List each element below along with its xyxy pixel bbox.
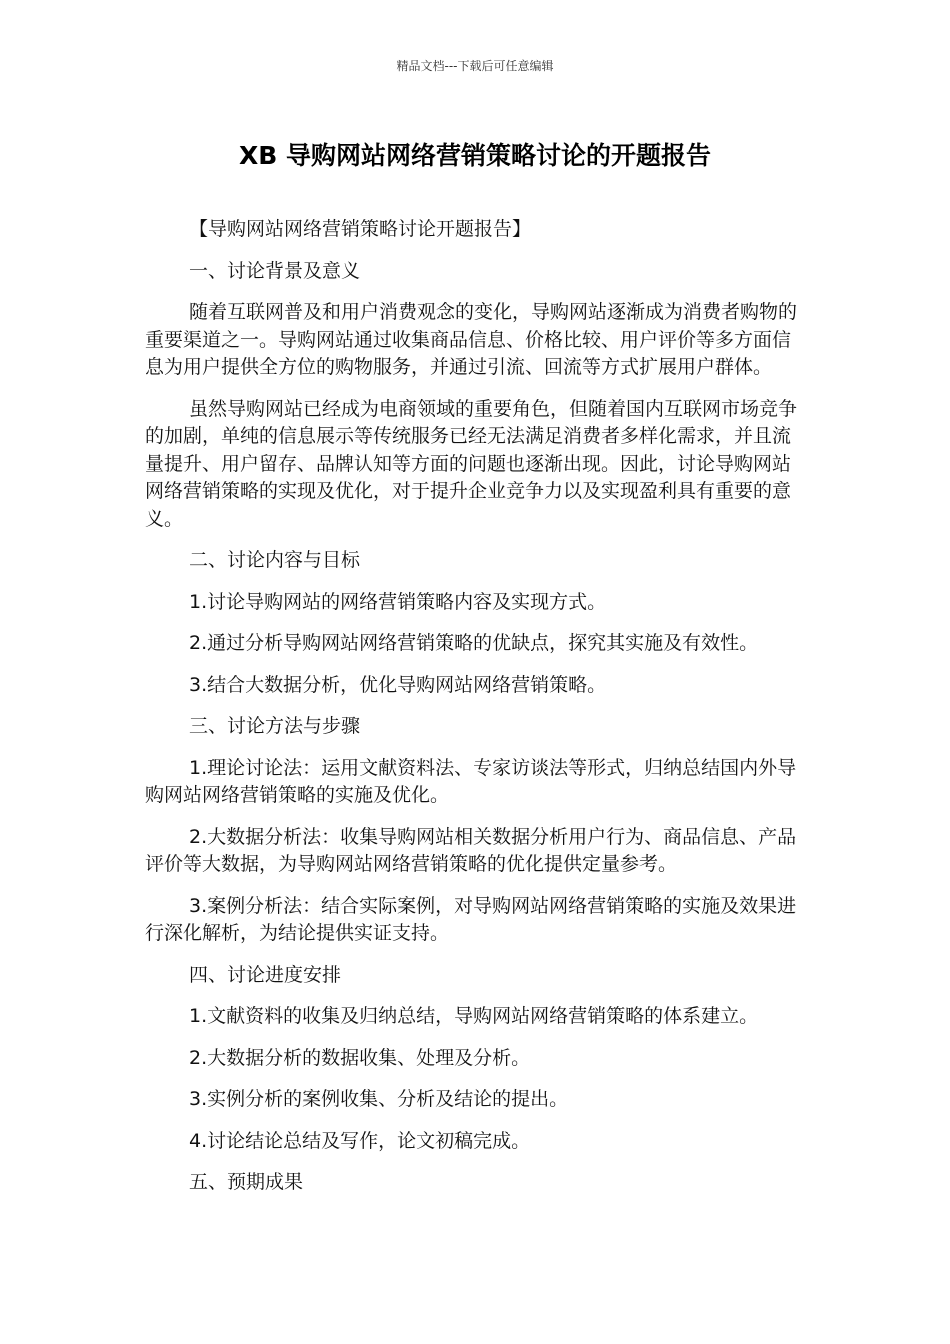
list-item-schedule-3: 3.实例分析的案例收集、分析及结论的提出。 [189,1088,569,1110]
section-heading-expected-results: 五、预期成果 [189,1171,304,1193]
section-heading-background: 一、讨论背景及意义 [189,259,361,282]
section-heading-content-goals: 二、讨论内容与目标 [189,549,361,571]
document-body [145,216,805,1211]
list-item-schedule-4: 4.讨论结论总结及写作，论文初稿完成。 [189,1129,531,1152]
list-item-schedule-2: 2.大数据分析的数据收集、处理及分析。 [189,1046,531,1069]
section-heading-schedule: 四、讨论进度安排 [189,963,342,986]
list-item-goal-1: 1.讨论导购网站的网络营销策略内容及实现方式。 [189,590,607,613]
page-header: 精品文档---下载后可任意编辑 [396,59,554,73]
paragraph-background-2: 虽然导购网站已经成为电商领域的重要角色，但随着国内互联网市场竞争的加剧，单纯的信息展示等传统服务已经无法满足消费者多样化需求，并且流量提升、用户留存、品牌认知等方面的问题也逐渐出现。因此，讨论导购网站网络营销策略的实现及优化，对于提升企业竞争力以及实现盈利具有重要的意义。 [145,397,798,530]
document-title: XB 导购网站网络营销策略讨论的开题报告 [238,141,712,170]
list-item-goal-3: 3.结合大数据分析，优化导购网站网络营销策略。 [189,673,607,696]
section-heading-report: 【导购网站网络营销策略讨论开题报告】 [189,218,532,240]
paragraph-method-2: 2.大数据分析法：收集导购网站相关数据分析用户行为、商品信息、产品评价等大数据，为导购网站网络营销策略的优化提供定量参考。 [145,825,797,875]
list-item-goal-2: 2.通过分析导购网站网络营销策略的优缺点，探究其实施及有效性。 [189,632,759,654]
paragraph-background-1: 随着互联网普及和用户消费观念的变化，导购网站逐渐成为消费者购物的重要渠道之一。导购网站通过收集商品信息、价格比较、用户评价等多方面信息为用户提供全方位的购物服务，并通过引流、回流等方式扩展用户群体。 [145,301,798,378]
section-heading-methods: 三、讨论方法与步骤 [189,715,361,737]
list-item-schedule-1: 1.文献资料的收集及归纳总结，导购网站网络营销策略的体系建立。 [189,1005,759,1027]
paragraph-method-1: 1.理论讨论法：运用文献资料法、专家访谈法等形式，归纳总结国内外导购网站网络营销策略的实施及优化。 [145,756,797,806]
paragraph-method-3: 3.案例分析法：结合实际案例，对导购网站网络营销策略的实施及效果进行深化解析，为结论提供实证支持。 [145,894,797,944]
